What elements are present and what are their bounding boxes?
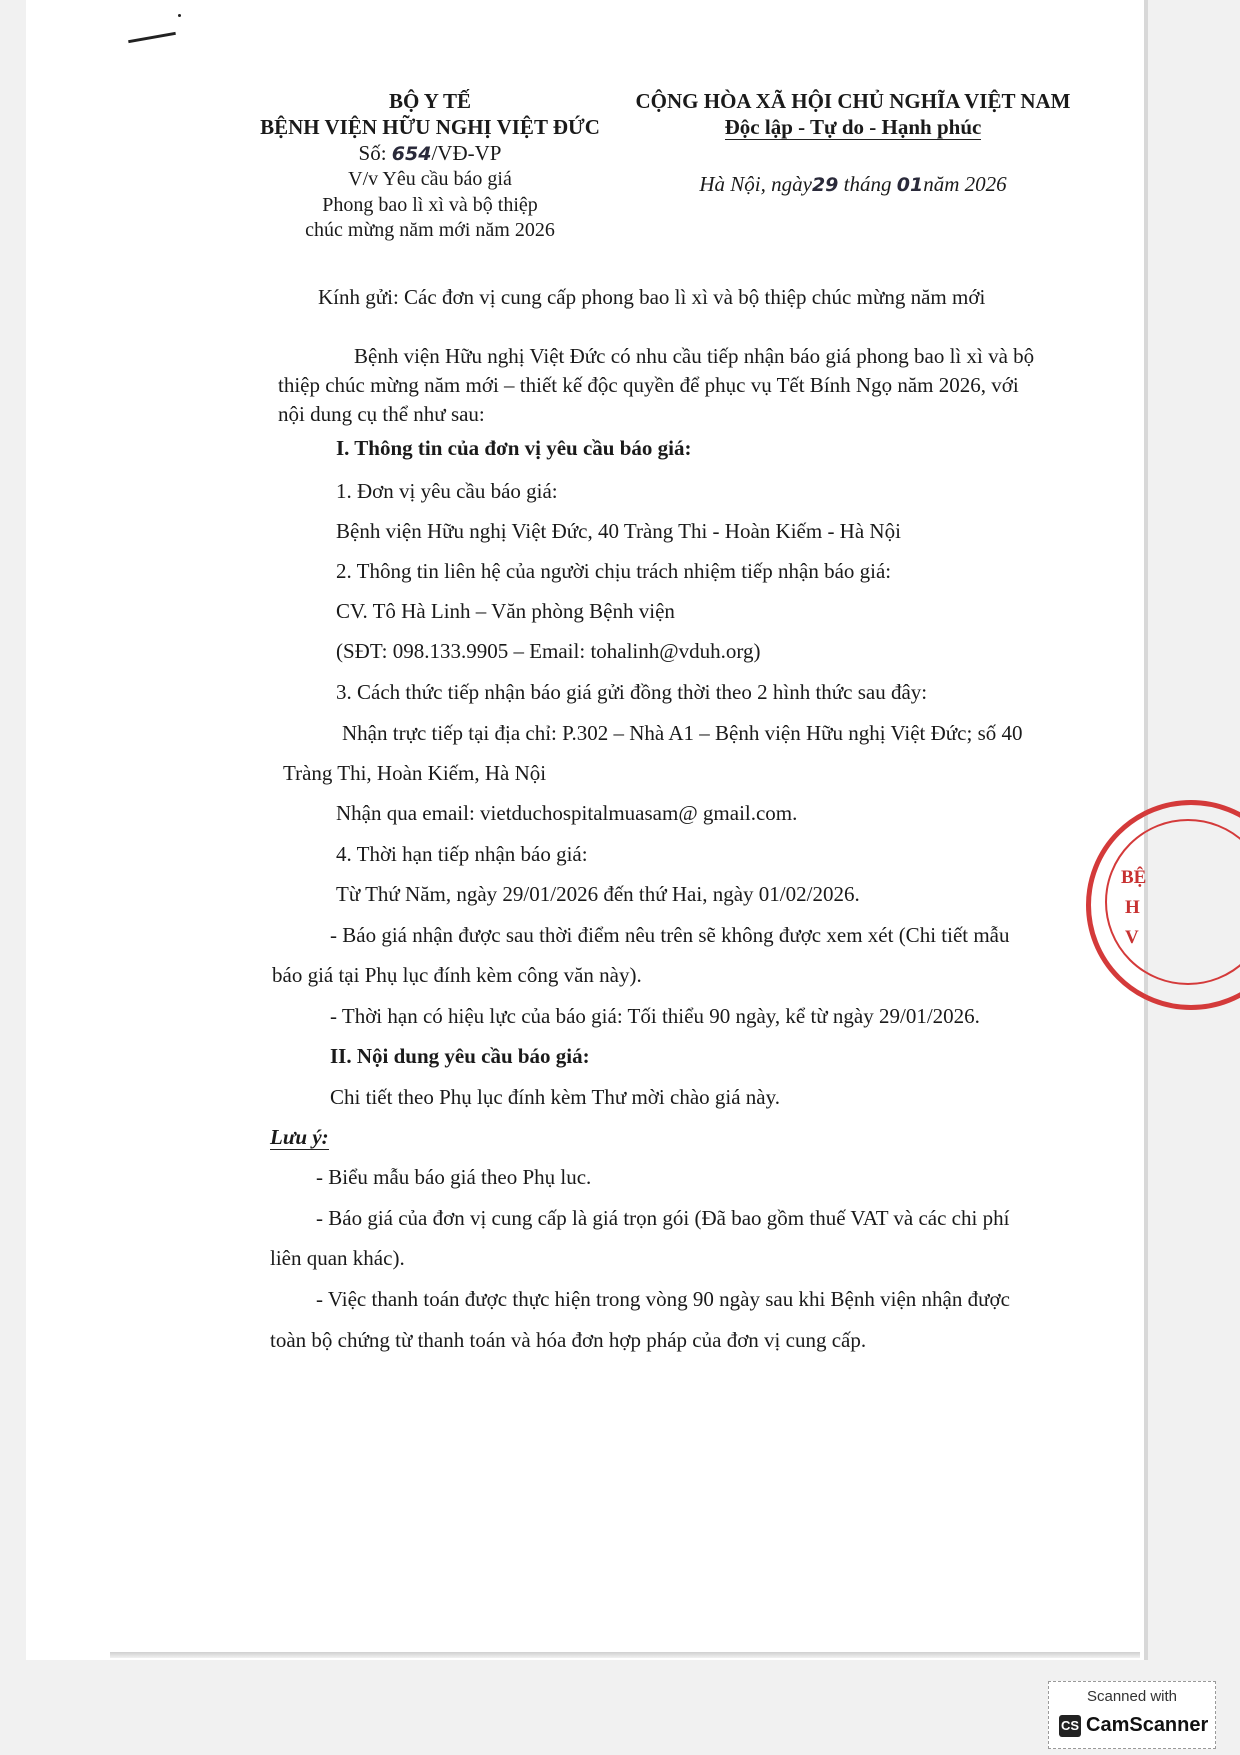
watermark-caption: Scanned with xyxy=(1086,1688,1178,1705)
notes-heading-wrap xyxy=(270,1124,329,1150)
number-suffix: /VĐ-VP xyxy=(431,141,502,165)
intro-line-3: nội dung cụ thể như sau: xyxy=(278,402,485,426)
item-4-title: 4. Thời hạn tiếp nhận báo giá: xyxy=(336,842,588,866)
item-3-direct-line-2: Tràng Thi, Hoàn Kiếm, Hà Nội xyxy=(283,761,547,785)
country-name: CỘNG HÒA XÃ HỘI CHỦ NGHĨA VIỆT NAM xyxy=(635,89,1071,113)
section-1-heading: I. Thông tin của đơn vị yêu cầu báo giá: xyxy=(336,436,692,460)
hospital-name: BỆNH VIỆN HỮU NGHỊ VIỆT ĐỨC xyxy=(260,115,600,139)
item-1-value: Bệnh viện Hữu nghị Việt Đức, 40 Tràng Thi - Hoàn Kiếm - Hà Nội xyxy=(336,519,901,543)
note-2: - Thời hạn có hiệu lực của báo giá: Tối thiểu 90 ngày, kể từ ngày 29/01/2026. xyxy=(330,1004,980,1028)
date-year: năm 2026 xyxy=(923,172,1007,196)
item-3-direct-line-1: Nhận trực tiếp tại địa chỉ: P.302 – Nhà A1 – Bệnh viện Hữu nghị Việt Đức; số 40 xyxy=(342,721,1023,745)
notes-item-2-line-1: - Báo giá của đơn vị cung cấp là giá trọn gói (Đã bao gồm thuế VAT và các chi phí xyxy=(316,1206,1010,1230)
intro-line-2: thiệp chúc mừng năm mới – thiết kế độc quyền để phục vụ Tết Bính Ngọ năm 2026, với xyxy=(278,373,1019,397)
motto: Độc lập - Tự do - Hạnh phúc xyxy=(724,115,982,139)
date-month-prefix: tháng xyxy=(838,172,897,196)
item-3-email: Nhận qua email: vietduchospitalmuasam@ gmail.com. xyxy=(336,801,798,825)
date-day: 29 xyxy=(811,174,839,196)
notes-item-2-line-2: liên quan khác). xyxy=(270,1246,405,1270)
stamp-text-2: H xyxy=(1125,897,1140,918)
note-1-line-1: - Báo giá nhận được sau thời điểm nêu trên sẽ không được xem xét (Chi tiết mẫu xyxy=(330,923,1010,947)
document-number xyxy=(250,140,610,167)
document-page xyxy=(26,0,1146,1660)
intro-line-1: Bệnh viện Hữu nghị Việt Đức có nhu cầu tiếp nhận báo giá phong bao lì xì và bộ xyxy=(354,344,1035,368)
number-handwritten: 654 xyxy=(391,143,432,165)
item-1-title: 1. Đơn vị yêu cầu báo giá: xyxy=(336,479,558,503)
number-prefix: Số: xyxy=(358,141,392,165)
section-2-heading: II. Nội dung yêu cầu báo giá: xyxy=(330,1044,590,1068)
item-3-title: 3. Cách thức tiếp nhận báo giá gửi đồng thời theo 2 hình thức sau đây: xyxy=(336,680,928,704)
item-2-contact: (SĐT: 098.133.9905 – Email: tohalinh@vduh.org) xyxy=(336,639,761,663)
date-line xyxy=(618,171,1088,198)
item-2-person: CV. Tô Hà Linh – Văn phòng Bệnh viện xyxy=(336,599,675,623)
recipient: Kính gửi: Các đơn vị cung cấp phong bao lì xì và bộ thiệp chúc mừng năm mới xyxy=(318,285,986,309)
item-2-title: 2. Thông tin liên hệ của người chịu trách nhiệm tiếp nhận báo giá: xyxy=(336,559,892,583)
page-shadow xyxy=(110,1652,1140,1658)
stamp-text-1: BỆ xyxy=(1121,867,1147,888)
ministry-name: BỘ Y TẾ xyxy=(388,89,472,113)
notes-heading: Lưu ý: xyxy=(270,1125,329,1149)
section-2-body: Chi tiết theo Phụ lục đính kèm Thư mời chào giá này. xyxy=(330,1085,781,1109)
camscanner-logo-icon: CS xyxy=(1059,1715,1081,1737)
notes-item-3-line-2: toàn bộ chứng từ thanh toán và hóa đơn hợp pháp của đơn vị cung cấp. xyxy=(270,1328,867,1352)
date-prefix: Hà Nội, ngày xyxy=(699,172,812,196)
watermark-brand: CamScanner xyxy=(1086,1714,1209,1736)
stamp-text-3: V xyxy=(1125,927,1139,948)
note-1-line-2: báo giá tại Phụ lục đính kèm công văn này). xyxy=(272,963,642,987)
camscanner-watermark xyxy=(1048,1681,1216,1749)
notes-item-3-line-1: - Việc thanh toán được thực hiện trong vòng 90 ngày sau khi Bệnh viện nhận được xyxy=(316,1287,1010,1311)
notes-item-1: - Biểu mẫu báo giá theo Phụ luc. xyxy=(316,1165,592,1189)
subject-line-2: Phong bao lì xì và bộ thiệp xyxy=(322,194,538,216)
subject-line-3: chúc mừng năm mới năm 2026 xyxy=(305,219,555,241)
motto-wrap xyxy=(618,114,1088,140)
item-4-value: Từ Thứ Năm, ngày 29/01/2026 đến thứ Hai, ngày 01/02/2026. xyxy=(336,882,860,906)
pen-dot xyxy=(178,14,181,17)
date-month: 01 xyxy=(896,174,924,196)
subject-line-1: V/v Yêu cầu báo giá xyxy=(348,168,512,190)
